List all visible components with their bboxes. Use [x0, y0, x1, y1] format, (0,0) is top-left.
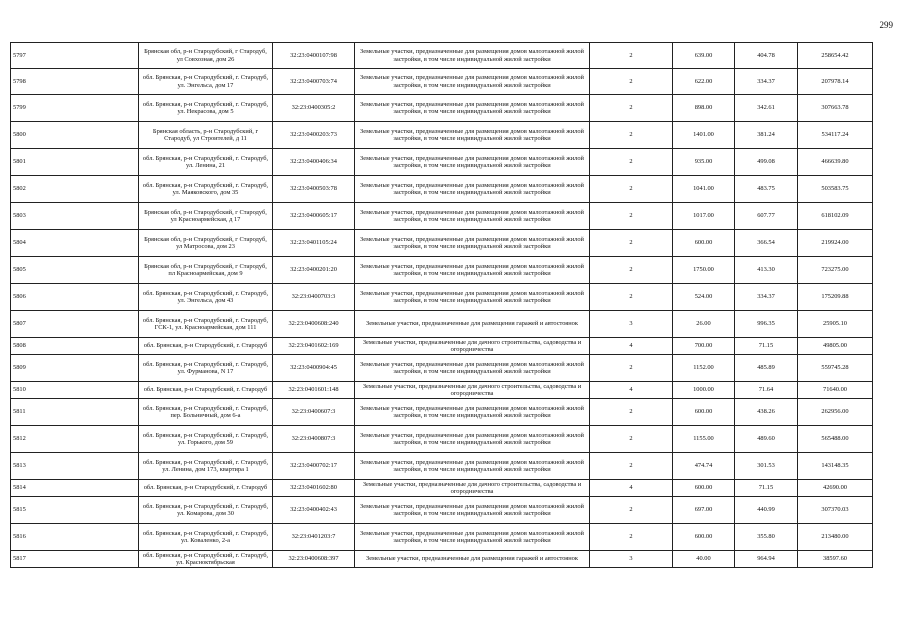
specific-value-cell: 355.80 [735, 524, 798, 551]
table-row [11, 311, 873, 338]
land-use-cell: Земельные участки, предназначенные для дачного строительства, садоводства и огородничества [355, 480, 590, 497]
group-cell: 2 [590, 524, 673, 551]
specific-value-cell: 607.77 [735, 203, 798, 230]
table-row [11, 426, 873, 453]
table-row [11, 149, 873, 176]
group-cell: 2 [590, 284, 673, 311]
specific-value-cell: 438.26 [735, 399, 798, 426]
address-cell: обл. Брянская, р-н Стародубский, г. Стародуб, ул. Комарова, дом 30 [139, 497, 273, 524]
address-cell: обл. Брянская, р-н Стародубский, г. Стародуб, ул. Горького, дом 59 [139, 426, 273, 453]
cadastral-value-cell: 207978.14 [798, 69, 873, 95]
area-cell: 1750.00 [673, 257, 735, 284]
cadastral-number-cell: 32:23:0400203:73 [273, 122, 355, 149]
specific-value-cell: 499.08 [735, 149, 798, 176]
address-cell: обл. Брянская, р-н Стародубский, г. Стародуб [139, 382, 273, 399]
row-number: 5814 [11, 480, 139, 497]
address-cell: обл. Брянская, р-н Стародубский, г. Стародуб, ул. Красноктябрьская [139, 551, 273, 568]
row-number: 5807 [11, 311, 139, 338]
cadastral-value-cell: 307370.03 [798, 497, 873, 524]
specific-value-cell: 71.64 [735, 382, 798, 399]
address-cell: обл. Брянская, р-н Стародубский, г. Стародуб, ул. Энгельса, дом 43 [139, 284, 273, 311]
address-cell: обл. Брянская, р-н Стародубский, г. Стародуб, ул. Маяковского, дом 35 [139, 176, 273, 203]
group-cell: 2 [590, 426, 673, 453]
cadastral-number-cell: 32:23:0400608:240 [273, 311, 355, 338]
land-use-cell: Земельные участки, предназначенные для дачного строительства, садоводства и огородничества [355, 382, 590, 399]
group-cell: 2 [590, 176, 673, 203]
cadastral-value-cell: 143148.35 [798, 453, 873, 480]
row-number: 5797 [11, 43, 139, 69]
cadastral-number-cell: 32:23:0400607:3 [273, 399, 355, 426]
specific-value-cell: 440.99 [735, 497, 798, 524]
address-cell: Брянская область, р-н Стародубский, г Стародуб, ул Строителей, д 11 [139, 122, 273, 149]
land-use-cell: Земельные участки, предназначенные для размещения домов малоэтажной жилой застройки, в том числе индивидуальной жилой застройки [355, 230, 590, 257]
land-use-cell: Земельные участки, предназначенные для размещения домов малоэтажной жилой застройки, в том числе индивидуальной жилой застройки [355, 122, 590, 149]
group-cell: 2 [590, 257, 673, 284]
cadastral-value-cell: 534117.24 [798, 122, 873, 149]
table-row [11, 524, 873, 551]
land-use-cell: Земельные участки, предназначенные для размещения домов малоэтажной жилой застройки, в том числе индивидуальной жилой застройки [355, 257, 590, 284]
land-use-cell: Земельные участки, предназначенные для размещения домов малоэтажной жилой застройки, в том числе индивидуальной жилой застройки [355, 399, 590, 426]
row-number: 5800 [11, 122, 139, 149]
cadastral-value-cell: 219924.00 [798, 230, 873, 257]
group-cell: 2 [590, 95, 673, 122]
row-number: 5815 [11, 497, 139, 524]
address-cell: обл. Брянская, р-н Стародубский, г. Стародуб [139, 480, 273, 497]
row-number: 5812 [11, 426, 139, 453]
specific-value-cell: 334.37 [735, 284, 798, 311]
table-row [11, 257, 873, 284]
table-row [11, 284, 873, 311]
address-cell: обл. Брянская, р-н Стародубский, г. Стародуб, ул. Фурманова, N 17 [139, 355, 273, 382]
cadastral-value-cell: 38597.60 [798, 551, 873, 568]
area-cell: 40.00 [673, 551, 735, 568]
row-number: 5801 [11, 149, 139, 176]
table-row [11, 203, 873, 230]
table-row [11, 230, 873, 257]
area-cell: 697.00 [673, 497, 735, 524]
area-cell: 474.74 [673, 453, 735, 480]
row-number: 5809 [11, 355, 139, 382]
group-cell: 2 [590, 399, 673, 426]
specific-value-cell: 485.89 [735, 355, 798, 382]
address-cell: обл. Брянская, р-н Стародубский, г. Стародуб, ул. Ленина, 21 [139, 149, 273, 176]
group-cell: 3 [590, 311, 673, 338]
land-use-cell: Земельные участки, предназначенные для размещения домов малоэтажной жилой застройки, в том числе индивидуальной жилой застройки [355, 284, 590, 311]
cadastral-number-cell: 32:23:0400107:98 [273, 43, 355, 69]
group-cell: 2 [590, 43, 673, 69]
land-use-cell: Земельные участки, предназначенные для дачного строительства, садоводства и огородничества [355, 338, 590, 355]
area-cell: 600.00 [673, 480, 735, 497]
group-cell: 2 [590, 355, 673, 382]
address-cell: Брянская обл, р-н Стародубский, г Стародуб, пл Красноармейская, дом 9 [139, 257, 273, 284]
table-row [11, 480, 873, 497]
cadastral-value-cell: 723275.00 [798, 257, 873, 284]
area-cell: 1152.00 [673, 355, 735, 382]
area-cell: 639.00 [673, 43, 735, 69]
group-cell: 2 [590, 453, 673, 480]
row-number: 5805 [11, 257, 139, 284]
cadastral-number-cell: 32:23:0401602:169 [273, 338, 355, 355]
table-row [11, 399, 873, 426]
cadastral-number-cell: 32:23:0400608:397 [273, 551, 355, 568]
row-number: 5803 [11, 203, 139, 230]
cadastral-number-cell: 32:23:0400703:3 [273, 284, 355, 311]
row-number: 5813 [11, 453, 139, 480]
address-cell: обл. Брянская, р-н Стародубский, г. Стародуб, пер. Больничный, дом 6-а [139, 399, 273, 426]
specific-value-cell: 489.60 [735, 426, 798, 453]
address-cell: обл. Брянская, р-н Стародубский, г. Стародуб, ГСК-1, ул. Красноармейская, дом 111 [139, 311, 273, 338]
land-use-cell: Земельные участки, предназначенные для размещения домов малоэтажной жилой застройки, в том числе индивидуальной жилой застройки [355, 497, 590, 524]
specific-value-cell: 483.75 [735, 176, 798, 203]
cadastral-value-cell: 49805.00 [798, 338, 873, 355]
group-cell: 2 [590, 230, 673, 257]
area-cell: 700.00 [673, 338, 735, 355]
area-cell: 1155.00 [673, 426, 735, 453]
cadastral-value-cell: 42690.00 [798, 480, 873, 497]
land-use-cell: Земельные участки, предназначенные для размещения домов малоэтажной жилой застройки, в том числе индивидуальной жилой застройки [355, 453, 590, 480]
table-row [11, 355, 873, 382]
address-cell: Брянская обл, р-н Стародубский, г Стародуб, ул Совхозная, дом 26 [139, 43, 273, 69]
land-use-cell: Земельные участки, предназначенные для размещения домов малоэтажной жилой застройки, в том числе индивидуальной жилой застройки [355, 426, 590, 453]
table-row [11, 122, 873, 149]
area-cell: 524.00 [673, 284, 735, 311]
table-row [11, 497, 873, 524]
cadastral-value-cell: 618102.09 [798, 203, 873, 230]
address-cell: обл. Брянская, р-н Стародубский, г. Стародуб, ул. Коваленко, 2-а [139, 524, 273, 551]
cadastral-number-cell: 32:23:0400402:43 [273, 497, 355, 524]
area-cell: 1041.00 [673, 176, 735, 203]
area-cell: 622.00 [673, 69, 735, 95]
row-number: 5811 [11, 399, 139, 426]
area-cell: 600.00 [673, 524, 735, 551]
cadastral-number-cell: 32:23:0400305:2 [273, 95, 355, 122]
land-use-cell: Земельные участки, предназначенные для размещения домов малоэтажной жилой застройки, в том числе индивидуальной жилой застройки [355, 203, 590, 230]
page-number: 299 [879, 20, 893, 30]
table-row [11, 551, 873, 568]
land-use-cell: Земельные участки, предназначенные для размещения домов малоэтажной жилой застройки, в том числе индивидуальной жилой застройки [355, 524, 590, 551]
table-row [11, 382, 873, 399]
land-use-cell: Земельные участки, предназначенные для размещения домов малоэтажной жилой застройки, в том числе индивидуальной жилой застройки [355, 43, 590, 69]
cadastral-number-cell: 32:23:0400807:3 [273, 426, 355, 453]
cadastral-value-cell: 307663.78 [798, 95, 873, 122]
row-number: 5810 [11, 382, 139, 399]
land-use-cell: Земельные участки, предназначенные для размещения домов малоэтажной жилой застройки, в том числе индивидуальной жилой застройки [355, 69, 590, 95]
address-cell: обл. Брянская, р-н Стародубский, г. Стародуб, ул. Ленина, дом 173, квартира 1 [139, 453, 273, 480]
group-cell: 2 [590, 69, 673, 95]
row-number: 5808 [11, 338, 139, 355]
table-row [11, 43, 873, 69]
area-cell: 1017.00 [673, 203, 735, 230]
table-row [11, 453, 873, 480]
specific-value-cell: 404.78 [735, 43, 798, 69]
area-cell: 935.00 [673, 149, 735, 176]
cadastral-number-cell: 32:23:0400201:20 [273, 257, 355, 284]
cadastral-value-cell: 258654.42 [798, 43, 873, 69]
group-cell: 2 [590, 203, 673, 230]
cadastral-number-cell: 32:23:0400503:78 [273, 176, 355, 203]
row-number: 5804 [11, 230, 139, 257]
specific-value-cell: 334.37 [735, 69, 798, 95]
cadastral-number-cell: 32:23:0400605:17 [273, 203, 355, 230]
specific-value-cell: 71.15 [735, 338, 798, 355]
table-row [11, 95, 873, 122]
land-use-cell: Земельные участки, предназначенные для размещения домов малоэтажной жилой застройки, в том числе индивидуальной жилой застройки [355, 355, 590, 382]
cadastral-number-cell: 32:23:0401602:80 [273, 480, 355, 497]
specific-value-cell: 342.61 [735, 95, 798, 122]
specific-value-cell: 366.54 [735, 230, 798, 257]
row-number: 5817 [11, 551, 139, 568]
table-row [11, 176, 873, 203]
cadastral-value-cell: 559745.28 [798, 355, 873, 382]
address-cell: Брянская обл, р-н Стародубский, г Стародуб, ул Матросова, дом 23 [139, 230, 273, 257]
group-cell: 4 [590, 480, 673, 497]
cadastral-value-cell: 25905.10 [798, 311, 873, 338]
specific-value-cell: 301.53 [735, 453, 798, 480]
cadastral-value-cell: 262956.00 [798, 399, 873, 426]
cadastral-number-cell: 32:23:0400406:34 [273, 149, 355, 176]
cadastral-value-cell: 175209.88 [798, 284, 873, 311]
group-cell: 2 [590, 149, 673, 176]
specific-value-cell: 381.24 [735, 122, 798, 149]
land-use-cell: Земельные участки, предназначенные для размещения домов малоэтажной жилой застройки, в том числе индивидуальной жилой застройки [355, 95, 590, 122]
cadastral-value-cell: 213480.00 [798, 524, 873, 551]
area-cell: 26.00 [673, 311, 735, 338]
land-use-cell: Земельные участки, предназначенные для размещения домов малоэтажной жилой застройки, в том числе индивидуальной жилой застройки [355, 149, 590, 176]
cadastral-value-cell: 503583.75 [798, 176, 873, 203]
row-number: 5798 [11, 69, 139, 95]
group-cell: 4 [590, 338, 673, 355]
area-cell: 600.00 [673, 230, 735, 257]
area-cell: 898.00 [673, 95, 735, 122]
row-number: 5816 [11, 524, 139, 551]
table-row [11, 69, 873, 95]
address-cell: обл. Брянская, р-н Стародубский, г. Стародуб, ул. Некрасова, дом 5 [139, 95, 273, 122]
group-cell: 3 [590, 551, 673, 568]
group-cell: 2 [590, 497, 673, 524]
specific-value-cell: 71.15 [735, 480, 798, 497]
specific-value-cell: 964.94 [735, 551, 798, 568]
row-number: 5806 [11, 284, 139, 311]
land-use-cell: Земельные участки, предназначенные для размещения домов малоэтажной жилой застройки, в том числе индивидуальной жилой застройки [355, 176, 590, 203]
area-cell: 600.00 [673, 399, 735, 426]
cadastral-number-cell: 32:23:0400904:45 [273, 355, 355, 382]
specific-value-cell: 413.30 [735, 257, 798, 284]
address-cell: Брянская обл, р-н Стародубский, г Стародуб, ул Красноармейская, д 17 [139, 203, 273, 230]
area-cell: 1000.00 [673, 382, 735, 399]
cadastral-value-cell: 71640.00 [798, 382, 873, 399]
row-number: 5799 [11, 95, 139, 122]
area-cell: 1401.00 [673, 122, 735, 149]
cadastral-number-cell: 32:23:0401601:148 [273, 382, 355, 399]
group-cell: 4 [590, 382, 673, 399]
row-number: 5802 [11, 176, 139, 203]
cadastral-number-cell: 32:23:0400703:74 [273, 69, 355, 95]
land-use-cell: Земельные участки, предназначенные для размещения гаражей и автостоянок [355, 311, 590, 338]
address-cell: обл. Брянская, р-н Стародубский, г. Стародуб, ул. Энгельса, дом 17 [139, 69, 273, 95]
group-cell: 2 [590, 122, 673, 149]
cadastral-number-cell: 32:23:0401203:7 [273, 524, 355, 551]
specific-value-cell: 996.35 [735, 311, 798, 338]
address-cell: обл. Брянская, р-н Стародубский, г. Стародуб [139, 338, 273, 355]
cadastral-number-cell: 32:23:0401105:24 [273, 230, 355, 257]
table-row [11, 338, 873, 355]
land-use-cell: Земельные участки, предназначенные для размещения гаражей и автостоянок [355, 551, 590, 568]
cadastral-value-cell: 466639.80 [798, 149, 873, 176]
cadastral-number-cell: 32:23:0400702:17 [273, 453, 355, 480]
cadastral-value-table [10, 42, 873, 568]
cadastral-value-cell: 565488.00 [798, 426, 873, 453]
